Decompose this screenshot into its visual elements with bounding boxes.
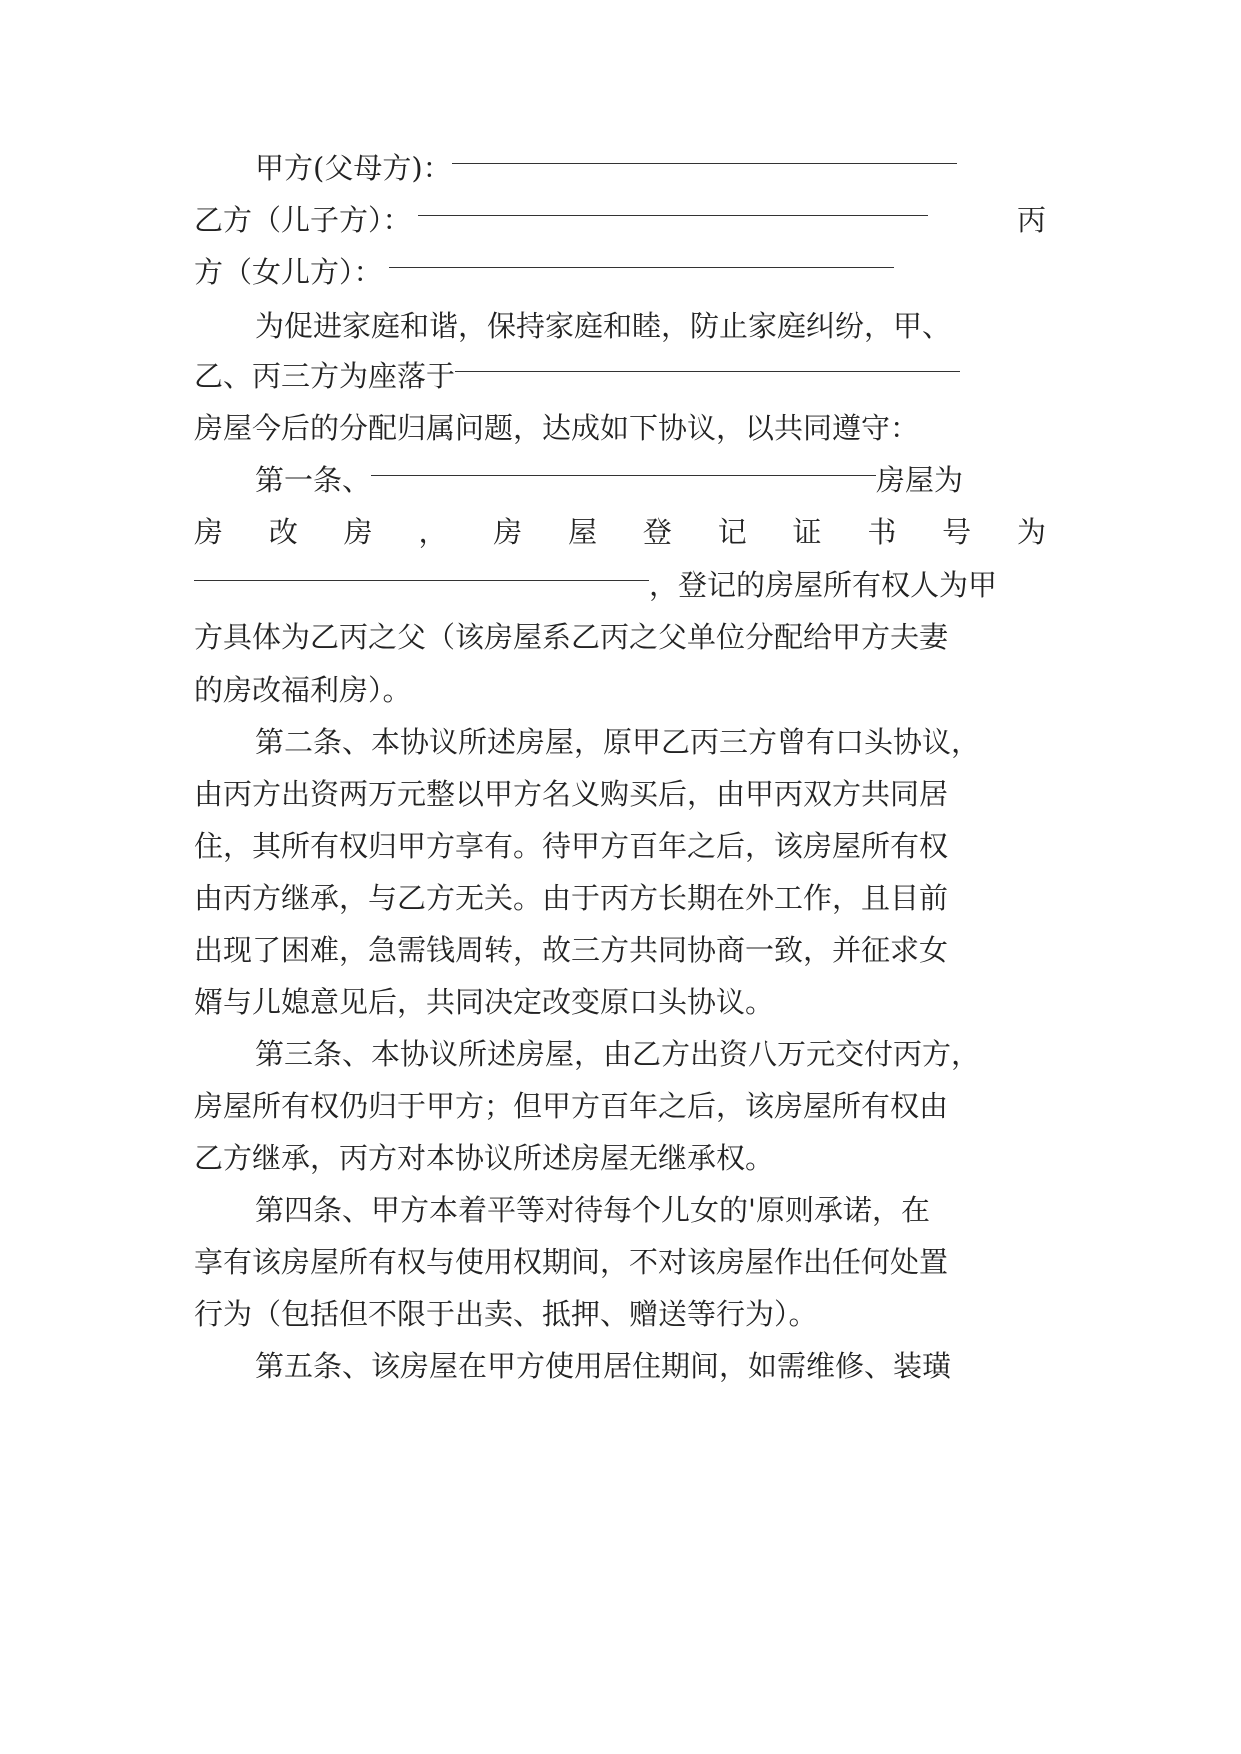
party-c-label: 方（女儿方）：: [194, 255, 383, 289]
party-c-line: [194, 243, 1046, 301]
char: 登: [642, 515, 672, 549]
party-a-line: [255, 139, 1046, 197]
article-2-line-3: 住，其所有权归甲方享有。待甲方百年之后，该房屋所有权: [194, 829, 949, 863]
certificate-number-blank: [194, 579, 649, 581]
article-4-line-1: 第四条、甲方本着平等对待每个儿女的'原则承诺，在: [255, 1193, 930, 1227]
article-3-line-3: 乙方继承，丙方对本协议所述房屋无继承权。: [194, 1141, 775, 1175]
article-1-prefix: 第一条、: [255, 463, 372, 497]
intro-line-3: 房屋今后的分配归属问题，达成如下协议，以共同遵守：: [194, 411, 920, 445]
party-b-line: [194, 191, 1046, 249]
article-4-line-2: 享有该房屋所有权与使用权期间，不对该房屋作出任何处置: [194, 1245, 949, 1279]
article-1-line-4: 方具体为乙丙之父（该房屋系乙丙之父单位分配给甲方夫妻: [194, 620, 949, 654]
article-4-line-3: 行为（包括但不限于出卖、抵押、赠送等行为）。: [194, 1297, 818, 1331]
char: 为: [1016, 515, 1046, 549]
char: 记: [717, 515, 747, 549]
party-b-label: 乙方（儿子方）：: [194, 203, 412, 237]
location-blank: [455, 370, 960, 372]
char: 屋: [568, 515, 598, 549]
intro-location-label: 乙、丙三方为座落于: [194, 359, 456, 393]
article-1-line-1: [255, 451, 1046, 509]
char: 号: [942, 515, 972, 549]
article-2-line-4: 由丙方继承，与乙方无关。由于丙方长期在外工作，且目前: [194, 881, 949, 915]
article-1-suffix: 房屋为: [876, 463, 964, 497]
article-2-line-1: 第二条、本协议所述房屋，原甲乙丙三方曾有口头协议，: [255, 725, 981, 759]
char: 证: [792, 515, 822, 549]
intro-line-2: [194, 347, 1046, 405]
intro-line-1: 为促进家庭和谐，保持家庭和睦，防止家庭纠纷，甲、: [255, 309, 952, 343]
party-c-blank: [389, 266, 894, 268]
article-2-line-6: 婿与儿媳意见后，共同决定改变原口头协议。: [194, 985, 775, 1019]
article-2-line-5: 出现了困难，急需钱周转，故三方共同协商一致，并征求女: [194, 933, 949, 967]
article-3-line-2: 房屋所有权仍归于甲方；但甲方百年之后，该房屋所有权由: [194, 1089, 949, 1123]
article-3-line-1: 第三条、本协议所述房屋，由乙方出资八万元交付丙方，: [255, 1037, 981, 1071]
party-a-blank: [452, 162, 957, 164]
article-1-line-2: [194, 503, 1046, 561]
article-2-line-2: 由丙方出资两万元整以甲方名义购买后，由甲丙双方共同居: [194, 777, 949, 811]
char: 房: [343, 515, 373, 549]
article-1-line-3: [194, 556, 1046, 614]
party-c-label-start: 丙: [1016, 203, 1046, 237]
char: 房: [493, 515, 523, 549]
article-1-line-3-text: ，登记的房屋所有权人为甲: [649, 568, 998, 602]
char: ，: [418, 515, 448, 549]
party-a-label: 甲方(父母方)：: [255, 151, 452, 185]
article-1-line-5: 的房改福利房）。: [194, 673, 412, 707]
article-5-line-1: 第五条、该房屋在甲方使用居住期间，如需维修、装璜: [255, 1349, 952, 1383]
party-b-blank: [418, 214, 928, 216]
article-1-spread-text: [194, 503, 1046, 561]
char: 书: [867, 515, 897, 549]
char: 房: [194, 515, 224, 549]
char: 改: [268, 515, 298, 549]
article-1-house-blank: [371, 474, 876, 476]
